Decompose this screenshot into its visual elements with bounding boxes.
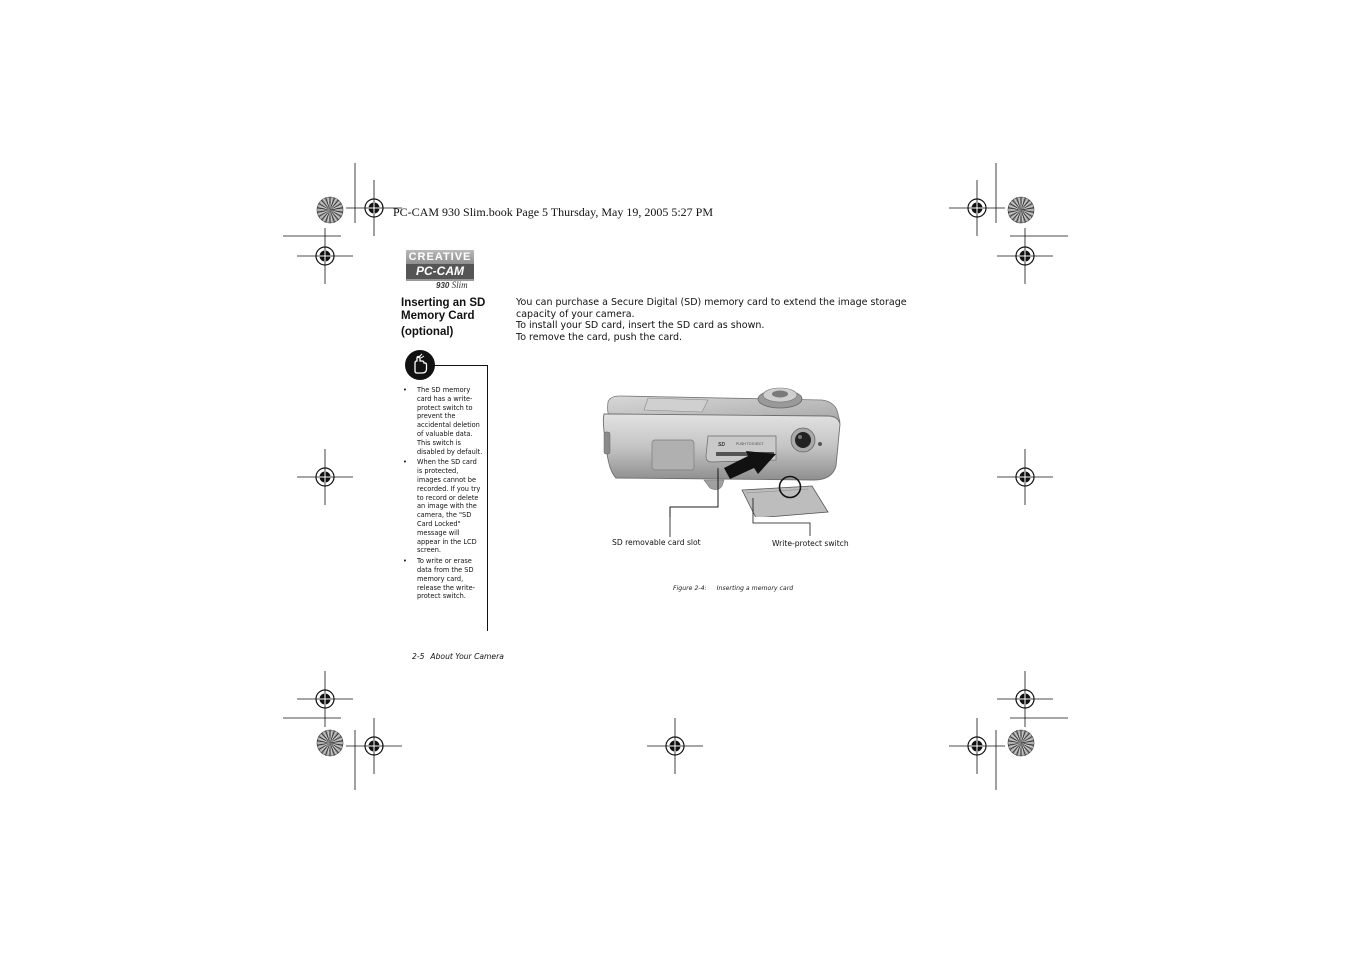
note-item: • The SD memory card has a write-protect switch to prevent the accidental deletion of valuable data. This switch is disabled by default. — [402, 386, 484, 456]
figure-caption — [673, 585, 793, 592]
switch-leader-line — [753, 498, 810, 536]
footer-page-number: 2-5 — [412, 652, 425, 661]
logo-brand: CREATIVE — [406, 250, 474, 264]
svg-text:PUSH TO EJECT: PUSH TO EJECT — [736, 442, 764, 446]
footer-title: About Your Camera — [430, 652, 504, 661]
label-sd-slot: SD removable card slot — [612, 538, 701, 547]
label-write-protect: Write-protect switch — [772, 539, 849, 548]
page-footer — [412, 652, 504, 661]
section-subtitle: (optional) — [401, 326, 454, 338]
slot-leader-line — [670, 468, 718, 537]
logo-model-edition: Slim — [451, 280, 468, 290]
note-item: • To write or erase data from the SD memory card, release the write-protect switch. — [402, 557, 484, 601]
body-paragraph: To install your SD card, insert the SD card as shown. — [516, 320, 765, 331]
logo-product: PC-CAM — [406, 264, 474, 281]
body-paragraph: To remove the card, push the card. — [516, 331, 683, 343]
logo-model-number: 930 — [436, 281, 450, 290]
body-paragraph: You can purchase a Secure Digital (SD) memory card to extend the image storage capacity of your camera. — [516, 297, 907, 320]
caption-number: Figure 2-4: — [673, 585, 707, 592]
svg-text:SD: SD — [718, 442, 725, 448]
section-title-text: Inserting an SD Memory Card — [401, 297, 486, 322]
caption-title: Inserting a memory card — [716, 585, 794, 592]
note-item: • When the SD card is protected, images cannot be recorded. If you try to record or delete an image with the camera, the "SD Card Locked" message will appear in the LCD screen. — [402, 458, 484, 555]
book-header: PC-CAM 930 Slim.book Page 5 Thursday, May 19, 2005 5:27 PM — [393, 205, 714, 219]
